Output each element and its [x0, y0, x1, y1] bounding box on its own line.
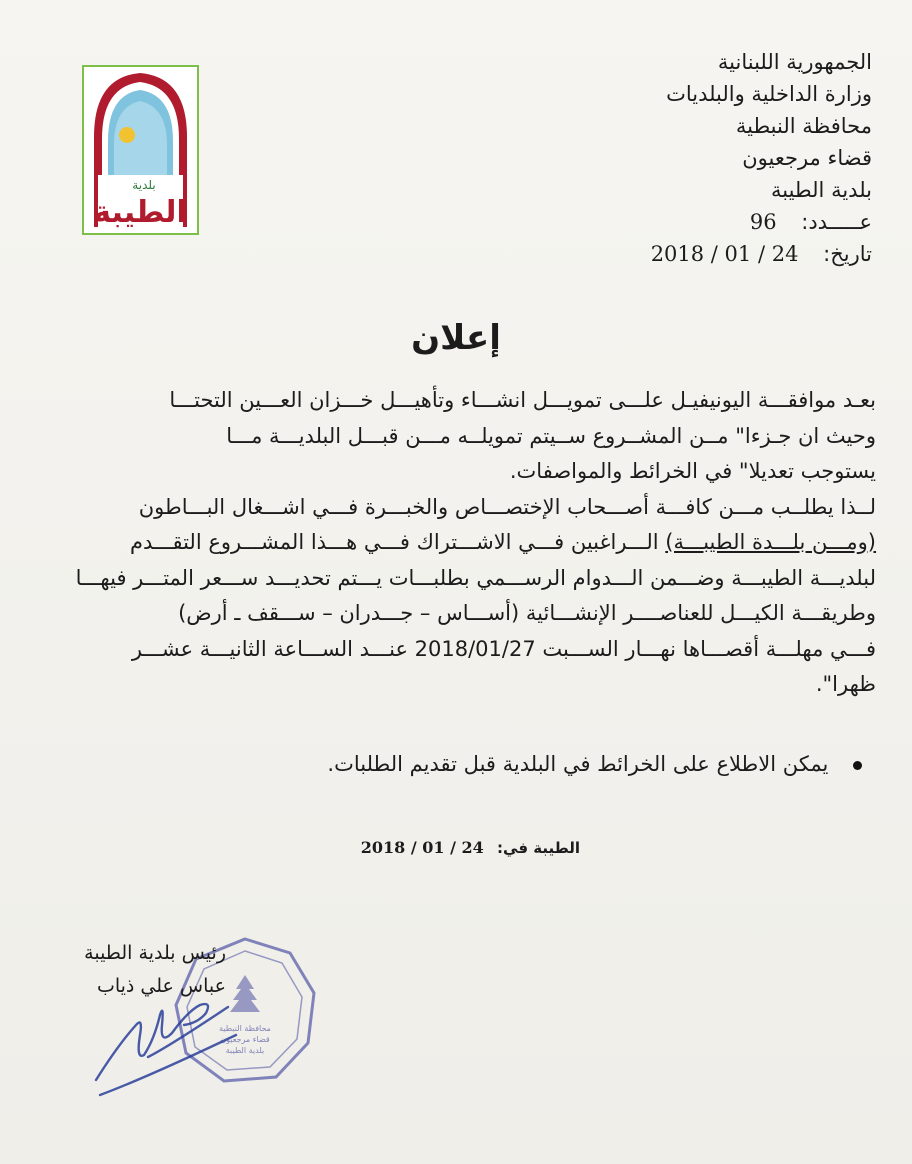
header-district: قضاء مرجعيون	[742, 146, 872, 170]
bullet-text: يمكن الاطلاع على الخرائط في البلدية قبل تقديم الطلبات.	[327, 752, 829, 776]
number-value: 96	[749, 210, 777, 234]
reference-number-row	[512, 206, 872, 238]
date-label: تاريخ:	[823, 242, 872, 266]
body-line: ظهرا".	[815, 672, 876, 696]
announcement-body	[38, 383, 876, 703]
header-municipality: بلدية الطيبة	[771, 178, 872, 202]
municipality-logo	[82, 65, 199, 235]
body-line: وحيث ان جـزءا" مــن المشــروع ســيتم تمويلــه مـــن قبـــل البلديـــة مـــا	[226, 423, 876, 448]
body-line: بعـد موافقـــة اليونيفيـل علـــى تمويـــل انشـــاء وتأهيـــل خـــزان العـــين التحتـــا	[169, 388, 876, 412]
number-label: عـــــدد:	[801, 210, 872, 234]
logo-big-text: الطيبة	[93, 195, 187, 230]
signatory-title: رئيس بلدية الطيبة	[84, 942, 226, 964]
body-line: فـــي مهلـــة أقصـــاها نهـــار الســـبت 2018/01/27 عنـــد الســـاعة الثانيـــة عشـــر	[131, 636, 876, 661]
body-line: وطريقـــة الكيـــل للعناصــــر الإنشـــائية (أســـاس – جـــدران – ســـقف ـ أرض)	[178, 601, 876, 625]
body-line: لــذا يطلــب مـــن كافـــة أصـــحاب الإختصـــاص والخبـــرة فـــي اشـــغال البـــاطون	[138, 494, 876, 519]
body-line	[38, 525, 876, 561]
bullet-note	[262, 752, 862, 776]
header-governorate: محافظة النبطية	[735, 114, 872, 138]
date-row	[512, 238, 872, 270]
bullet-dot-icon	[853, 761, 862, 770]
header-country: الجمهورية اللبنانية	[717, 50, 872, 74]
letterhead	[512, 46, 872, 270]
header-ministry: وزارة الداخلية والبلديات	[666, 82, 872, 106]
body-line: يستوجب تعديلا" في الخرائط والمواصفات.	[509, 459, 876, 483]
place-date-value: 2018 / 01 / 24	[360, 838, 484, 857]
logo-emblem-icon	[84, 67, 197, 233]
stamp-line-3: بلدية الطيبة	[225, 1046, 265, 1055]
logo-small-text: بلدية	[132, 178, 156, 192]
stamp-line-2: قضاء مرجعيون	[220, 1035, 270, 1044]
date-value: 2018 / 01 / 24	[650, 242, 799, 266]
handwritten-signature-icon	[88, 985, 238, 1105]
place-date-label: الطيبة في:	[497, 839, 580, 857]
announcement-title: إعلان	[411, 318, 501, 358]
signatory-name: عباس علي ذياب	[96, 975, 226, 997]
body-line-rest: الـــراغبين فـــي الاشـــتراك فـــي هـــذا المشـــروع التقـــدم	[129, 530, 659, 554]
body-underlined-phrase: (ومـــن بلـــدة الطيبـــة)	[665, 530, 876, 554]
stamp-line-1: محافظة النبطية	[219, 1024, 271, 1033]
body-line: لبلديـــة الطيبـــة وضـــمن الـــدوام الرســـمي بطلبـــات يـــتم تحديـــد ســـعر المتـــر فيهـــا	[75, 565, 876, 590]
place-date	[340, 838, 580, 857]
